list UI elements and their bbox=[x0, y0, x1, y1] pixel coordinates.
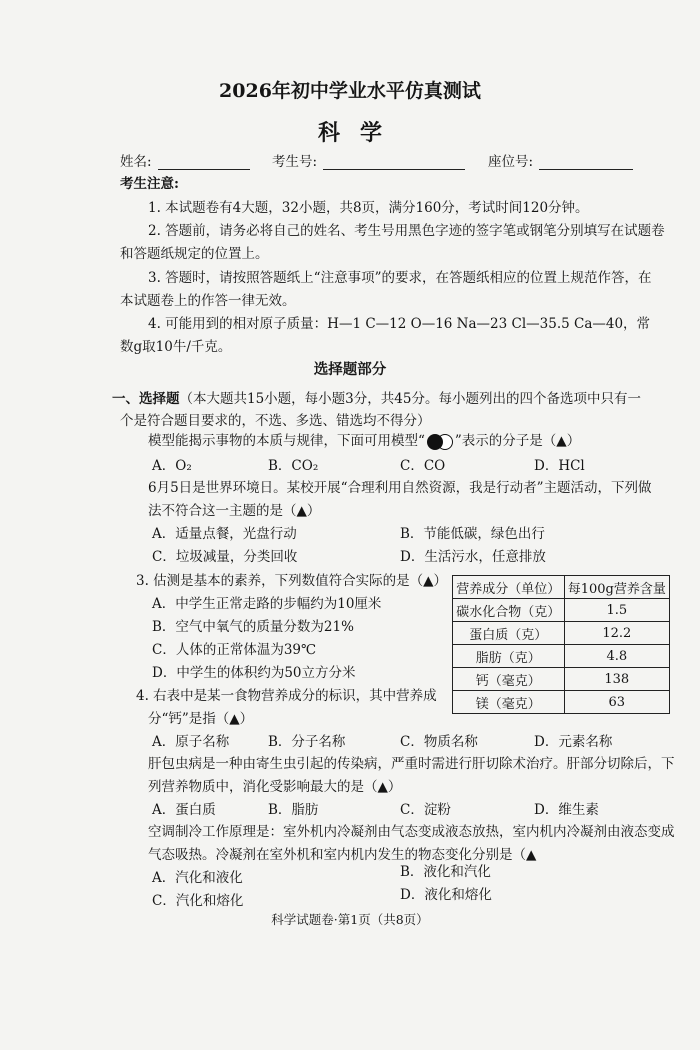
table-row bbox=[453, 668, 670, 691]
q6-option-a[interactable]: A．汽化和液化 bbox=[152, 870, 243, 886]
q3-stem: 3. 估测是基本的素养，下列数值符合实际的是（▲） bbox=[136, 573, 448, 589]
q5-option-d[interactable]: D．维生素 bbox=[534, 802, 599, 818]
q1-option-d[interactable]: D．HCl bbox=[534, 458, 585, 474]
q5-option-b[interactable]: B．脂肪 bbox=[268, 802, 319, 818]
q1-stem-b: ”表示的分子是（▲） bbox=[454, 433, 581, 449]
q3-option-a[interactable]: A．中学生正常走路的步幅约为10厘米 bbox=[152, 596, 382, 612]
molecule-model-icon bbox=[425, 433, 455, 451]
exam-title: 2026年初中学业水平仿真测试 bbox=[219, 80, 481, 102]
q5-stem-b: 列营养物质中，消化受影响最大的是（▲） bbox=[148, 779, 402, 795]
q2-option-d[interactable]: D．生活污水，任意排放 bbox=[400, 549, 546, 565]
seat-label: 座位号: bbox=[488, 154, 534, 170]
notice-heading: 考生注意: bbox=[120, 176, 179, 192]
table-header-cell: 每100g营养含量 bbox=[564, 576, 669, 599]
q6-option-d[interactable]: D．液化和熔化 bbox=[400, 887, 492, 903]
seat-field[interactable] bbox=[488, 150, 633, 170]
q3-option-b[interactable]: B．空气中氧气的质量分数为21% bbox=[152, 619, 354, 635]
notice-item-2a: 2. 答题前，请务必将自己的姓名、考生号用黑色字迹的签字笔或钢笔分别填写在试题卷 bbox=[148, 223, 665, 239]
q3-option-c[interactable]: C．人体的正常体温为39℃ bbox=[152, 642, 317, 658]
q1-option-a[interactable]: A．O₂ bbox=[152, 458, 192, 474]
q2-stem-b: 法不符合这一主题的是（▲） bbox=[148, 503, 321, 519]
part-label: 一、选择题 bbox=[112, 391, 180, 407]
exam-no-blank[interactable] bbox=[323, 155, 465, 170]
q3-option-d[interactable]: D．中学生的体积约为50立方分米 bbox=[152, 665, 356, 681]
table-cell: 镁（毫克） bbox=[453, 691, 565, 714]
table-cell: 12.2 bbox=[564, 622, 669, 645]
table-row bbox=[453, 622, 670, 645]
q2-option-a[interactable]: A．适量点餐，光盘行动 bbox=[152, 526, 297, 542]
exam-no-field[interactable] bbox=[272, 150, 465, 170]
notice-item-4a: 4. 可能用到的相对原子质量：H—1 C—12 O—16 Na—23 Cl—35.5 Ca—40，常 bbox=[148, 316, 651, 332]
q4-stem-b: 分“钙”是指（▲） bbox=[148, 711, 254, 727]
q6-option-b[interactable]: B．液化和汽化 bbox=[400, 864, 491, 880]
q2-stem-a: 6月5日是世界环境日。某校开展“合理利用自然资源，我是行动者”主题活动，下列做 bbox=[148, 480, 652, 496]
name-field[interactable] bbox=[120, 150, 250, 170]
name-label: 姓名: bbox=[120, 154, 152, 170]
q6-stem-a: 空调制冷工作原理是：室外机内冷凝剂由气态变成液态放热，室内机内冷凝剂由液态变成 bbox=[148, 824, 675, 840]
table-cell: 4.8 bbox=[564, 645, 669, 668]
table-cell: 1.5 bbox=[564, 599, 669, 622]
subject-title: 科学 bbox=[317, 120, 402, 146]
q4-option-d[interactable]: D．元素名称 bbox=[534, 734, 613, 750]
part-desc-a: （本大题共15小题，每小题3分，共45分。每小题列出的四个备选项中只有一 bbox=[179, 391, 641, 407]
q5-option-a[interactable]: A．蛋白质 bbox=[152, 802, 216, 818]
table-cell: 63 bbox=[564, 691, 669, 714]
table-header-row bbox=[453, 576, 670, 599]
q1-option-c[interactable]: C．CO bbox=[400, 458, 446, 474]
table-row bbox=[453, 645, 670, 668]
q1-stem-a: 模型能揭示事物的本质与规律，下面可用模型“ bbox=[148, 433, 425, 449]
seat-blank[interactable] bbox=[539, 155, 633, 170]
q2-option-c[interactable]: C．垃圾减量，分类回收 bbox=[152, 549, 298, 565]
q4-option-a[interactable]: A．原子名称 bbox=[152, 734, 230, 750]
q6-option-c[interactable]: C．汽化和熔化 bbox=[152, 893, 244, 909]
notice-item-4b: 数g取10牛/千克。 bbox=[120, 339, 232, 355]
q2-option-b[interactable]: B．节能低碳，绿色出行 bbox=[400, 526, 545, 542]
notice-item-3a: 3. 答题时，请按照答题纸上“注意事项”的要求，在答题纸相应的位置上规范作答，在 bbox=[148, 270, 652, 286]
q5-option-c[interactable]: C．淀粉 bbox=[400, 802, 451, 818]
exam-no-label: 考生号: bbox=[272, 154, 318, 170]
table-row bbox=[453, 691, 670, 714]
part-desc-b: 个是符合题目要求的，不选、多选、错选均不得分） bbox=[120, 413, 431, 429]
page-footer: 科学试题卷·第1页（共8页） bbox=[271, 912, 429, 927]
table-cell: 钙（毫克） bbox=[453, 668, 565, 691]
table-header-cell: 营养成分（单位） bbox=[453, 576, 565, 599]
notice-item-3b: 本试题卷上的作答一律无效。 bbox=[120, 293, 296, 309]
q5-stem-a: 肝包虫病是一种由寄生虫引起的传染病，严重时需进行肝切除术治疗。肝部分切除后，下 bbox=[148, 756, 675, 772]
notice-item-2b: 和答题纸规定的位置上。 bbox=[120, 246, 269, 262]
table-cell: 138 bbox=[564, 668, 669, 691]
table-cell: 脂肪（克） bbox=[453, 645, 565, 668]
table-cell: 碳水化合物（克） bbox=[453, 599, 565, 622]
q4-stem-a: 4. 右表中是某一食物营养成分的标识，其中营养成 bbox=[136, 688, 437, 704]
q1-stem bbox=[148, 429, 580, 451]
part-heading bbox=[112, 387, 641, 407]
name-blank[interactable] bbox=[158, 155, 250, 170]
table-cell: 蛋白质（克） bbox=[453, 622, 565, 645]
nutrition-table bbox=[452, 575, 670, 714]
table-row bbox=[453, 599, 670, 622]
q1-option-b[interactable]: B．CO₂ bbox=[268, 458, 319, 474]
notice-item-1: 1. 本试题卷有4大题，32小题，共8页，满分160分，考试时间120分钟。 bbox=[148, 200, 589, 216]
section-title: 选择题部分 bbox=[313, 361, 387, 378]
q4-option-c[interactable]: C．物质名称 bbox=[400, 734, 478, 750]
q6-stem-b: 气态吸热。冷凝剂在室外机和室内机内发生的物态变化分别是（▲ bbox=[148, 847, 537, 863]
q4-option-b[interactable]: B．分子名称 bbox=[268, 734, 346, 750]
